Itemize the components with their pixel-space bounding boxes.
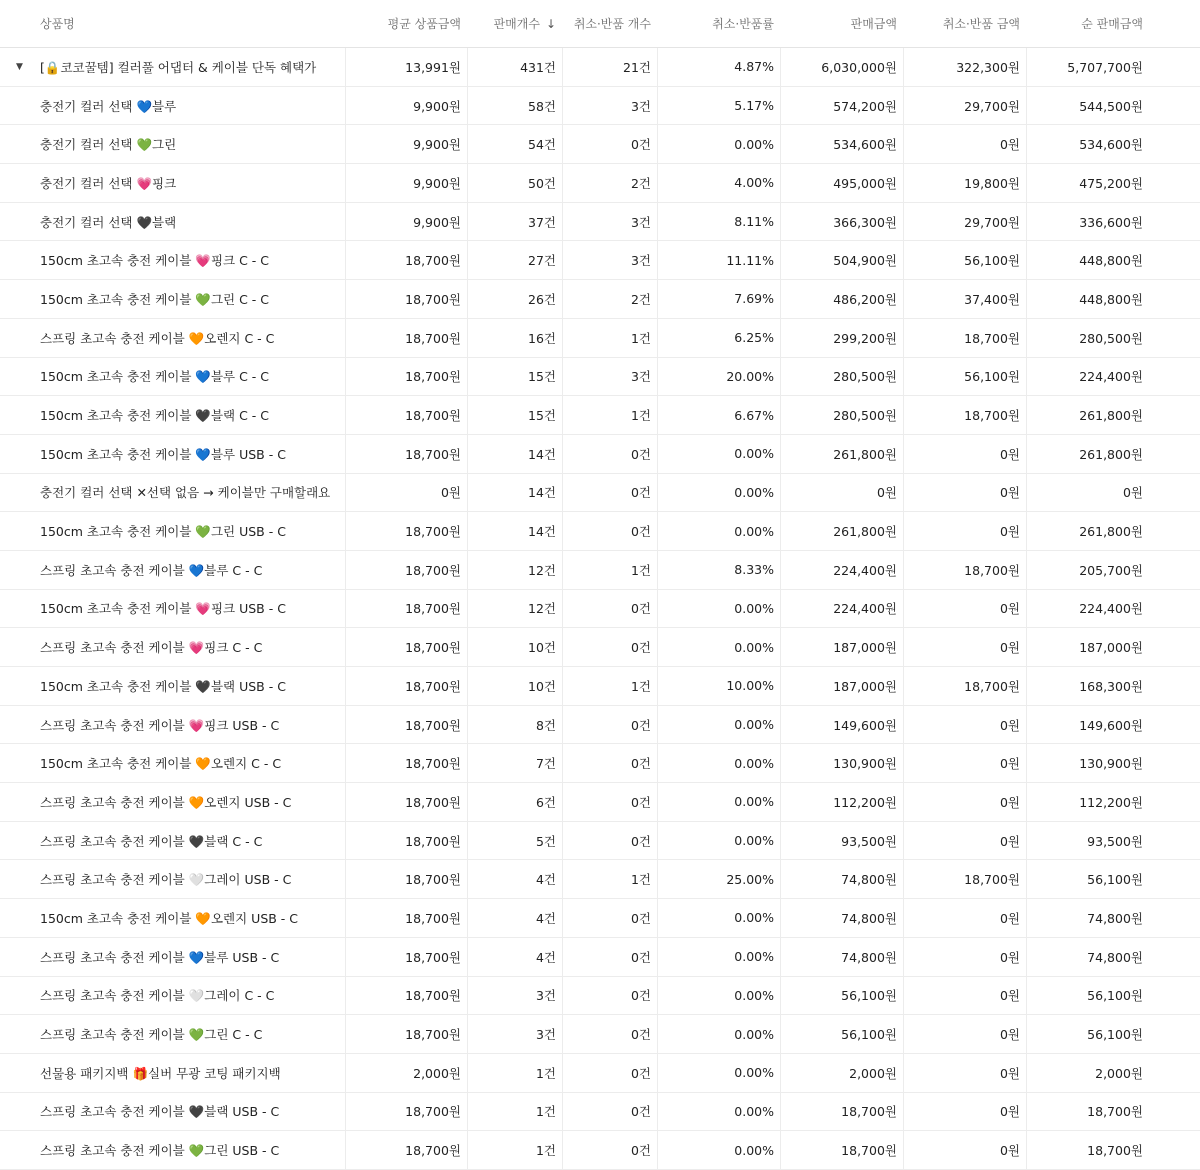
net-amount: 112,200원 <box>1079 794 1143 810</box>
cancel-amount: 0원 <box>999 524 1020 540</box>
cancel-count: 1건 <box>630 678 651 694</box>
net-amount: 280,500원 <box>1079 330 1143 346</box>
sales-count: 1건 <box>535 1143 556 1159</box>
net-amount: 205,700원 <box>1079 562 1143 578</box>
cancel-amount: 0원 <box>999 910 1020 926</box>
cancel-count: 0건 <box>630 1027 651 1043</box>
product-name: 충전기 컬러 선택 💗핑크 <box>40 175 177 191</box>
avg-price: 18,700원 <box>405 291 461 307</box>
sales-amount: 299,200원 <box>833 330 897 346</box>
sales-amount: 224,400원 <box>833 562 897 578</box>
sales-amount: 149,600원 <box>833 717 897 733</box>
table-row[interactable] <box>0 899 1200 938</box>
net-amount: 74,800원 <box>1087 910 1143 926</box>
sales-count: 50건 <box>528 175 556 191</box>
table-row[interactable] <box>0 977 1200 1016</box>
table-header <box>0 0 1200 48</box>
cancel-count: 0건 <box>630 524 651 540</box>
avg-price: 18,700원 <box>405 717 461 733</box>
avg-price: 18,700원 <box>405 446 461 462</box>
product-name: 150cm 초고속 충전 케이블 🖤블랙 USB - C <box>40 678 286 694</box>
avg-price: 18,700원 <box>405 949 461 965</box>
product-name: 스프링 초고속 충전 케이블 🤍그레이 C - C <box>40 988 275 1004</box>
sales-count: 10건 <box>528 640 556 656</box>
cancel-rate: 8.33% <box>734 562 774 578</box>
table-row[interactable] <box>0 512 1200 551</box>
sales-amount: 74,800원 <box>841 872 897 888</box>
product-name: 스프링 초고속 충전 케이블 💙블루 C - C <box>40 562 263 578</box>
group-row[interactable] <box>0 48 1200 87</box>
sales-count: 3건 <box>535 1027 556 1043</box>
sales-amount: 130,900원 <box>833 756 897 772</box>
cancel-amount: 0원 <box>999 756 1020 772</box>
product-name: 충전기 컬러 선택 💙블루 <box>40 98 177 114</box>
cancel-rate: 25.00% <box>726 871 774 887</box>
sales-amount: 187,000원 <box>833 678 897 694</box>
sales-count: 58건 <box>528 98 556 114</box>
sales-amount: 574,200원 <box>833 98 897 114</box>
cancel-amount: 37,400원 <box>964 291 1020 307</box>
product-name: 스프링 초고속 충전 케이블 🖤블랙 USB - C <box>40 1104 280 1120</box>
net-amount: 448,800원 <box>1079 253 1143 269</box>
product-name: 스프링 초고속 충전 케이블 🤍그레이 USB - C <box>40 872 292 888</box>
net-amount: 534,600원 <box>1079 137 1143 153</box>
net-amount: 261,800원 <box>1079 408 1143 424</box>
cancel-amount: 0원 <box>999 949 1020 965</box>
sales-count: 26건 <box>528 291 556 307</box>
avg-price: 9,900원 <box>413 175 461 191</box>
net-amount: 93,500원 <box>1087 833 1143 849</box>
header-cancel-rate[interactable]: 취소·반품률 <box>712 17 774 31</box>
cancel-rate: 0.00% <box>734 833 774 849</box>
avg-price: 18,700원 <box>405 1027 461 1043</box>
cancel-count: 0건 <box>630 137 651 153</box>
cancel-count: 0건 <box>630 485 651 501</box>
cancel-rate: 0.00% <box>734 1065 774 1081</box>
cancel-amount: 0원 <box>999 446 1020 462</box>
group-avg-price: 13,991원 <box>405 59 461 75</box>
product-name: 스프링 초고속 충전 케이블 🖤블랙 C - C <box>40 833 263 849</box>
cancel-rate: 0.00% <box>734 1103 774 1119</box>
cancel-amount: 56,100원 <box>964 253 1020 269</box>
table-row[interactable] <box>0 1131 1200 1170</box>
table-row[interactable] <box>0 551 1200 590</box>
sales-amount: 280,500원 <box>833 408 897 424</box>
cancel-amount: 18,700원 <box>964 408 1020 424</box>
cancel-amount: 0원 <box>999 1027 1020 1043</box>
cancel-rate: 7.69% <box>734 291 774 307</box>
header-sales-amount[interactable]: 판매금액 <box>850 17 897 31</box>
net-amount: 149,600원 <box>1079 717 1143 733</box>
sales-amount: 495,000원 <box>833 175 897 191</box>
cancel-rate: 8.11% <box>734 214 774 230</box>
cancel-amount: 0원 <box>999 794 1020 810</box>
header-sales-count-label: 판매개수 <box>493 17 540 31</box>
collapse-toggle-icon[interactable]: ▼ <box>16 61 23 72</box>
cancel-rate: 0.00% <box>734 794 774 810</box>
cancel-count: 2건 <box>630 291 651 307</box>
cancel-count: 1건 <box>630 872 651 888</box>
sales-count: 27건 <box>528 253 556 269</box>
sales-count: 16건 <box>528 330 556 346</box>
cancel-amount: 0원 <box>999 1065 1020 1081</box>
net-amount: 56,100원 <box>1087 988 1143 1004</box>
avg-price: 18,700원 <box>405 988 461 1004</box>
header-net-amount[interactable]: 순 판매금액 <box>1081 17 1143 31</box>
net-amount: 2,000원 <box>1095 1065 1143 1081</box>
table-row[interactable] <box>0 706 1200 745</box>
avg-price: 18,700원 <box>405 369 461 385</box>
product-name: 150cm 초고속 충전 케이블 🧡오렌지 USB - C <box>40 910 299 926</box>
cancel-amount: 0원 <box>999 601 1020 617</box>
cancel-amount: 0원 <box>999 988 1020 1004</box>
net-amount: 18,700원 <box>1087 1104 1143 1120</box>
avg-price: 18,700원 <box>405 1143 461 1159</box>
product-name: 150cm 초고속 충전 케이블 💙블루 USB - C <box>40 446 286 462</box>
table-row[interactable] <box>0 667 1200 706</box>
sales-count: 15건 <box>528 408 556 424</box>
net-amount: 261,800원 <box>1079 524 1143 540</box>
cancel-amount: 18,700원 <box>964 872 1020 888</box>
avg-price: 18,700원 <box>405 756 461 772</box>
net-amount: 18,700원 <box>1087 1143 1143 1159</box>
sales-count: 7건 <box>535 756 556 772</box>
sales-count: 3건 <box>535 988 556 1004</box>
cancel-rate: 6.25% <box>734 330 774 346</box>
table-row[interactable] <box>0 280 1200 319</box>
cancel-amount: 29,700원 <box>964 98 1020 114</box>
net-amount: 56,100원 <box>1087 1027 1143 1043</box>
cancel-rate: 6.67% <box>734 407 774 423</box>
net-amount: 261,800원 <box>1079 446 1143 462</box>
cancel-amount: 29,700원 <box>964 214 1020 230</box>
sort-desc-icon[interactable]: ↓ <box>545 16 556 31</box>
table-row[interactable] <box>0 125 1200 164</box>
product-name: 스프링 초고속 충전 케이블 💚그린 C - C <box>40 1027 263 1043</box>
sales-amount: 280,500원 <box>833 369 897 385</box>
cancel-count: 0건 <box>630 756 651 772</box>
cancel-rate: 0.00% <box>734 987 774 1003</box>
cancel-amount: 0원 <box>999 640 1020 656</box>
avg-price: 18,700원 <box>405 562 461 578</box>
sales-amount: 56,100원 <box>841 1027 897 1043</box>
table-row[interactable] <box>0 474 1200 513</box>
avg-price: 2,000원 <box>413 1065 461 1081</box>
net-amount: 224,400원 <box>1079 601 1143 617</box>
sales-count: 14건 <box>528 446 556 462</box>
cancel-rate: 0.00% <box>734 484 774 500</box>
cancel-count: 0건 <box>630 910 651 926</box>
avg-price: 18,700원 <box>405 1104 461 1120</box>
avg-price: 9,900원 <box>413 214 461 230</box>
sales-amount: 224,400원 <box>833 601 897 617</box>
sales-count: 4건 <box>535 949 556 965</box>
group-cancel-rate: 4.87% <box>734 59 774 75</box>
table-row[interactable] <box>0 744 1200 783</box>
sales-amount: 261,800원 <box>833 446 897 462</box>
cancel-amount: 0원 <box>999 1104 1020 1120</box>
avg-price: 18,700원 <box>405 910 461 926</box>
header-product-name[interactable]: 상품명 <box>40 17 75 31</box>
product-name: 150cm 초고속 충전 케이블 💗핑크 USB - C <box>40 601 286 617</box>
cancel-count: 0건 <box>630 833 651 849</box>
cancel-rate: 0.00% <box>734 717 774 733</box>
table-row[interactable] <box>0 435 1200 474</box>
sales-count: 14건 <box>528 524 556 540</box>
cancel-count: 0건 <box>630 988 651 1004</box>
net-amount: 336,600원 <box>1079 214 1143 230</box>
product-name: 150cm 초고속 충전 케이블 💚그린 USB - C <box>40 524 286 540</box>
sales-count: 1건 <box>535 1104 556 1120</box>
cancel-amount: 0원 <box>999 137 1020 153</box>
cancel-count: 0건 <box>630 949 651 965</box>
sales-amount: 486,200원 <box>833 291 897 307</box>
cancel-rate: 0.00% <box>734 910 774 926</box>
sales-amount: 2,000원 <box>849 1065 897 1081</box>
table-body <box>0 87 1200 1170</box>
cancel-rate: 4.00% <box>734 175 774 191</box>
net-amount: 448,800원 <box>1079 291 1143 307</box>
net-amount: 475,200원 <box>1079 175 1143 191</box>
sales-count: 4건 <box>535 872 556 888</box>
sales-amount: 18,700원 <box>841 1143 897 1159</box>
header-cancel-amount[interactable]: 취소·반품 금액 <box>942 17 1020 31</box>
cancel-rate: 0.00% <box>734 136 774 152</box>
net-amount: 56,100원 <box>1087 872 1143 888</box>
net-amount: 187,000원 <box>1079 640 1143 656</box>
table-row[interactable] <box>0 1093 1200 1132</box>
sales-amount: 261,800원 <box>833 524 897 540</box>
cancel-count: 0건 <box>630 1143 651 1159</box>
sales-count: 4건 <box>535 910 556 926</box>
product-name: 스프링 초고속 충전 케이블 💙블루 USB - C <box>40 949 280 965</box>
table-row[interactable] <box>0 319 1200 358</box>
product-name: 150cm 초고속 충전 케이블 💙블루 C - C <box>40 369 270 385</box>
cancel-amount: 18,700원 <box>964 562 1020 578</box>
sales-amount: 74,800원 <box>841 949 897 965</box>
avg-price: 18,700원 <box>405 872 461 888</box>
product-name: 스프링 초고속 충전 케이블 🧡오렌지 USB - C <box>40 794 292 810</box>
table-row[interactable] <box>0 358 1200 397</box>
table-row[interactable] <box>0 938 1200 977</box>
cancel-rate: 10.00% <box>726 678 774 694</box>
net-amount: 0원 <box>1122 485 1143 501</box>
table-row[interactable] <box>0 822 1200 861</box>
cancel-rate: 0.00% <box>734 600 774 616</box>
sales-count: 1건 <box>535 1065 556 1081</box>
header-avg-price[interactable]: 평균 상품금액 <box>387 17 461 31</box>
sales-amount: 112,200원 <box>833 794 897 810</box>
cancel-count: 1건 <box>630 408 651 424</box>
avg-price: 0원 <box>440 485 461 501</box>
cancel-rate: 0.00% <box>734 1142 774 1158</box>
sales-count: 5건 <box>535 833 556 849</box>
product-name: 150cm 초고속 충전 케이블 💚그린 C - C <box>40 291 270 307</box>
product-name: 스프링 초고속 충전 케이블 💚그린 USB - C <box>40 1143 280 1159</box>
sales-amount: 187,000원 <box>833 640 897 656</box>
group-sales-count: 431건 <box>520 59 556 75</box>
sales-amount: 93,500원 <box>841 833 897 849</box>
cancel-rate: 11.11% <box>726 252 774 268</box>
cancel-count: 0건 <box>630 446 651 462</box>
sales-amount: 56,100원 <box>841 988 897 1004</box>
sales-count: 54건 <box>528 137 556 153</box>
cancel-rate: 0.00% <box>734 755 774 771</box>
cancel-count: 3건 <box>630 214 651 230</box>
avg-price: 18,700원 <box>405 253 461 269</box>
sales-count: 15건 <box>528 369 556 385</box>
net-amount: 130,900원 <box>1079 756 1143 772</box>
table-row[interactable] <box>0 241 1200 280</box>
net-amount: 74,800원 <box>1087 949 1143 965</box>
cancel-count: 0건 <box>630 794 651 810</box>
cancel-count: 0건 <box>630 717 651 733</box>
group-cancel-count: 21건 <box>623 59 651 75</box>
avg-price: 18,700원 <box>405 601 461 617</box>
cancel-count: 0건 <box>630 601 651 617</box>
avg-price: 18,700원 <box>405 833 461 849</box>
cancel-amount: 0원 <box>999 1143 1020 1159</box>
net-amount: 544,500원 <box>1079 98 1143 114</box>
table-row[interactable] <box>0 590 1200 629</box>
table-row[interactable] <box>0 164 1200 203</box>
cancel-rate: 0.00% <box>734 1026 774 1042</box>
cancel-rate: 0.00% <box>734 949 774 965</box>
avg-price: 18,700원 <box>405 678 461 694</box>
product-name: 충전기 컬러 선택 ✕선택 없음 → 케이블만 구매할래요 <box>40 485 331 501</box>
cancel-count: 1건 <box>630 562 651 578</box>
cancel-count: 0건 <box>630 1065 651 1081</box>
sales-count: 14건 <box>528 485 556 501</box>
product-name: 스프링 초고속 충전 케이블 💗핑크 C - C <box>40 640 263 656</box>
avg-price: 18,700원 <box>405 524 461 540</box>
sales-count: 8건 <box>535 717 556 733</box>
avg-price: 18,700원 <box>405 408 461 424</box>
sales-amount: 366,300원 <box>833 214 897 230</box>
cancel-rate: 0.00% <box>734 639 774 655</box>
cancel-count: 0건 <box>630 640 651 656</box>
avg-price: 9,900원 <box>413 98 461 114</box>
cancel-rate: 5.17% <box>734 98 774 114</box>
net-amount: 168,300원 <box>1079 678 1143 694</box>
cancel-count: 3건 <box>630 253 651 269</box>
avg-price: 18,700원 <box>405 330 461 346</box>
product-name: 150cm 초고속 충전 케이블 🖤블랙 C - C <box>40 408 270 424</box>
sales-count: 6건 <box>535 794 556 810</box>
header-cancel-count[interactable]: 취소·반품 개수 <box>573 17 651 31</box>
cancel-count: 0건 <box>630 1104 651 1120</box>
group-product-name: [🔒코코꿀템] 컬러풀 어댑터 & 케이블 단독 혜택가 <box>40 59 317 75</box>
cancel-amount: 0원 <box>999 485 1020 501</box>
table-row[interactable] <box>0 783 1200 822</box>
product-name: 충전기 컬러 선택 🖤블랙 <box>40 214 177 230</box>
cancel-amount: 56,100원 <box>964 369 1020 385</box>
sales-amount: 534,600원 <box>833 137 897 153</box>
sales-amount: 0원 <box>876 485 897 501</box>
cancel-count: 1건 <box>630 330 651 346</box>
table-row[interactable] <box>0 1015 1200 1054</box>
cancel-rate: 0.00% <box>734 523 774 539</box>
cancel-count: 3건 <box>630 98 651 114</box>
sales-count: 12건 <box>528 562 556 578</box>
cancel-count: 2건 <box>630 175 651 191</box>
cancel-rate: 20.00% <box>726 368 774 384</box>
table-row[interactable] <box>0 1054 1200 1093</box>
sales-amount: 18,700원 <box>841 1104 897 1120</box>
table-row[interactable] <box>0 203 1200 242</box>
cancel-amount: 18,700원 <box>964 330 1020 346</box>
avg-price: 9,900원 <box>413 137 461 153</box>
group-cancel-amount: 322,300원 <box>956 59 1020 75</box>
group-sales-amount: 6,030,000원 <box>821 59 897 75</box>
table-row[interactable] <box>0 860 1200 899</box>
cancel-amount: 19,800원 <box>964 175 1020 191</box>
avg-price: 18,700원 <box>405 640 461 656</box>
table-row[interactable] <box>0 87 1200 126</box>
cancel-rate: 0.00% <box>734 446 774 462</box>
product-name: 선물용 패키지백 🎁실버 무광 코팅 패키지백 <box>40 1065 281 1081</box>
avg-price: 18,700원 <box>405 794 461 810</box>
sales-count: 10건 <box>528 678 556 694</box>
cancel-amount: 18,700원 <box>964 678 1020 694</box>
table-row[interactable] <box>0 628 1200 667</box>
sales-count: 37건 <box>528 214 556 230</box>
cancel-amount: 0원 <box>999 833 1020 849</box>
product-name: 스프링 초고속 충전 케이블 💗핑크 USB - C <box>40 717 280 733</box>
sales-amount: 74,800원 <box>841 910 897 926</box>
product-name: 스프링 초고속 충전 케이블 🧡오렌지 C - C <box>40 330 275 346</box>
product-name: 150cm 초고속 충전 케이블 🧡오렌지 C - C <box>40 756 282 772</box>
product-name: 충전기 컬러 선택 💚그린 <box>40 137 177 153</box>
group-net-amount: 5,707,700원 <box>1067 59 1143 75</box>
sales-amount: 504,900원 <box>833 253 897 269</box>
table-row[interactable] <box>0 396 1200 435</box>
product-name: 150cm 초고속 충전 케이블 💗핑크 C - C <box>40 253 270 269</box>
cancel-count: 3건 <box>630 369 651 385</box>
net-amount: 224,400원 <box>1079 369 1143 385</box>
sales-count: 12건 <box>528 601 556 617</box>
cancel-amount: 0원 <box>999 717 1020 733</box>
header-sales-count[interactable] <box>468 0 556 47</box>
